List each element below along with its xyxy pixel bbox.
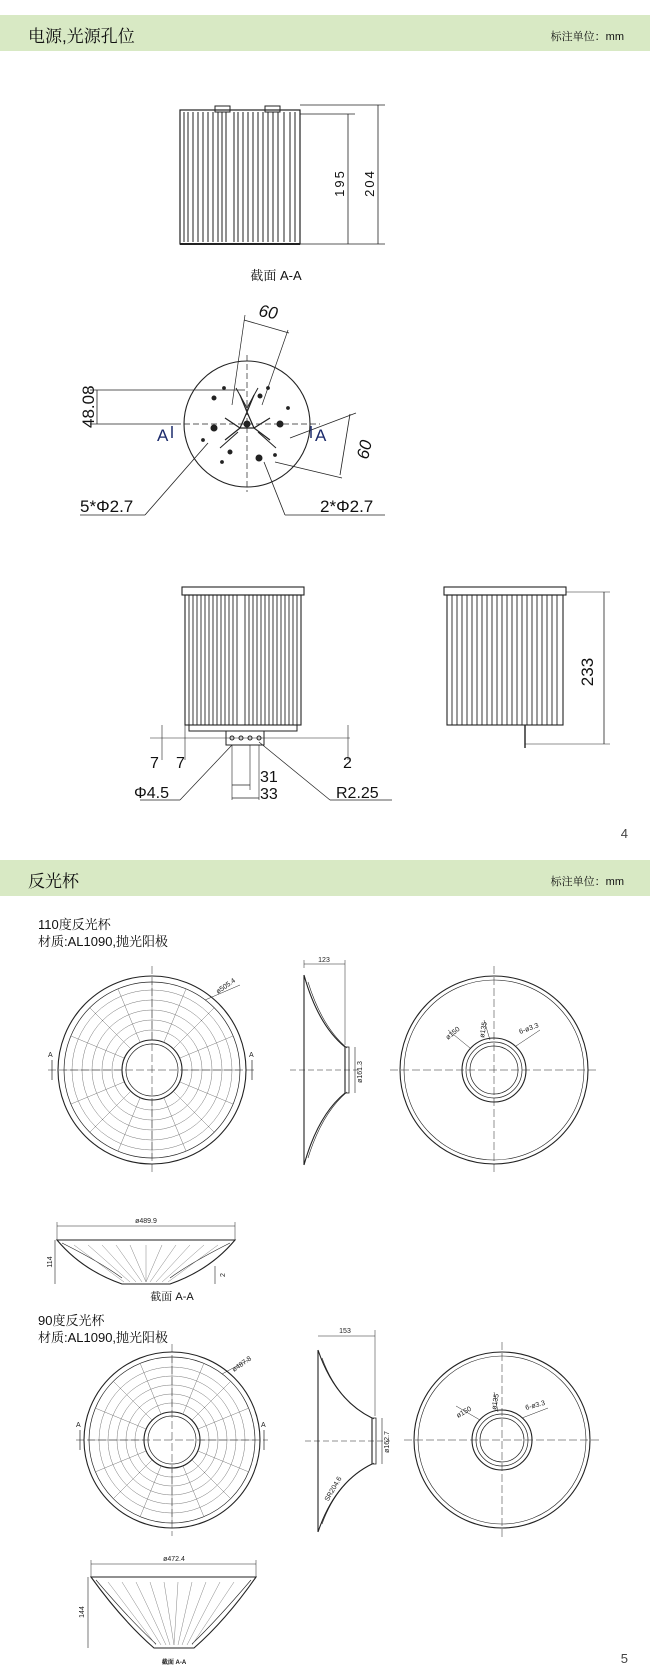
reflector90-material: 材质:AL1090,抛光阳极	[38, 1330, 169, 1345]
reflector90-section	[88, 1560, 256, 1648]
unit-note: 标注单位：mm	[550, 876, 624, 888]
dim-2: 2	[343, 755, 352, 772]
reflector110-mark-left: A	[48, 1052, 53, 1059]
hole-callout-left: 5*Φ2.7	[80, 497, 134, 516]
reflector110-sec-caption: 截面 A-A	[150, 1291, 194, 1303]
reflector90-sec-h: 144	[79, 1606, 86, 1618]
dim-r-2-25: R2.25	[336, 785, 379, 802]
dim-dia-4-5: Φ4.5	[134, 785, 170, 802]
dim-195: 195	[332, 169, 347, 197]
unit-note: 标注单位：mm	[550, 31, 624, 43]
heatsink-section-drawing	[180, 105, 385, 244]
reflector90-mark-right: A	[261, 1422, 266, 1429]
reflector110-front-dia: ø505.4	[215, 977, 238, 996]
reflector90-title: 90度反光杯	[38, 1313, 105, 1328]
reflector110-back-135: ø135	[479, 1021, 489, 1039]
dim-233: 233	[578, 657, 597, 687]
reflector110-back-150: ø150	[444, 1025, 462, 1042]
dim-33: 33	[260, 786, 278, 803]
section-mark-right: A	[315, 426, 327, 445]
reflector110-side-dia: ø161.3	[357, 1061, 364, 1083]
page-number-5: 5	[620, 1651, 628, 1666]
page-number-4: 4	[620, 826, 628, 841]
reflector90-side-width: 153	[339, 1328, 351, 1335]
dim-48-08: 48.08	[79, 385, 98, 428]
dim-204: 204	[362, 169, 377, 197]
reflector110-title: 110度反光杯	[38, 917, 111, 932]
reflector90-back-holes: 6-ø3.3	[524, 1399, 547, 1412]
reflector90-mark-left: A	[76, 1422, 81, 1429]
dim-7-left: 7	[150, 755, 159, 772]
reflector110-side-view	[290, 960, 360, 1165]
dim-31: 31	[260, 769, 278, 786]
dim-7-right: 7	[176, 755, 185, 772]
reflector90-back-150: ø150	[455, 1405, 473, 1420]
reflector90-side-r: SR204.6	[323, 1475, 344, 1503]
reflector110-mark-right: A	[249, 1052, 254, 1059]
hole-callout-right: 2*Φ2.7	[320, 497, 374, 516]
reflector110-back-holes: 6-ø3.3	[518, 1022, 540, 1036]
reflector110-sec-2: 2	[220, 1273, 227, 1277]
reflector90-sec-caption: 截面 A-A	[161, 1660, 187, 1666]
hole-pattern-drawing	[80, 315, 385, 515]
dim-60-right: 60	[353, 438, 376, 461]
dim-60-top: 60	[257, 301, 280, 324]
reflector90-front-view	[76, 1344, 268, 1536]
reflector90-side-view	[305, 1330, 390, 1532]
reflector110-back-view	[390, 966, 598, 1174]
reflector90-back-135: ø135	[491, 1393, 501, 1411]
section-mark-left: A	[157, 426, 169, 445]
section-header-reflector	[0, 860, 650, 896]
reflector110-section	[55, 1222, 235, 1284]
section-caption-aa: 截面 A-A	[250, 268, 302, 283]
reflector90-sec-dia: ø472.4	[163, 1556, 185, 1563]
reflector110-material: 材质:AL1090,抛光阳极	[38, 934, 169, 949]
section-title: 反光杯	[28, 872, 79, 891]
reflector90-front-dia: ø487.8	[231, 1355, 254, 1374]
section-title: 电源,光源孔位	[28, 27, 135, 46]
reflector110-sec-h: 114	[47, 1256, 54, 1268]
reflector110-side-width: 123	[318, 957, 330, 964]
reflector110-sec-dia: ø489.9	[135, 1218, 157, 1225]
reflector90-side-dia: ø162.7	[384, 1431, 391, 1453]
reflector90-back-view	[404, 1342, 600, 1538]
reflector110-front-view	[48, 966, 256, 1174]
